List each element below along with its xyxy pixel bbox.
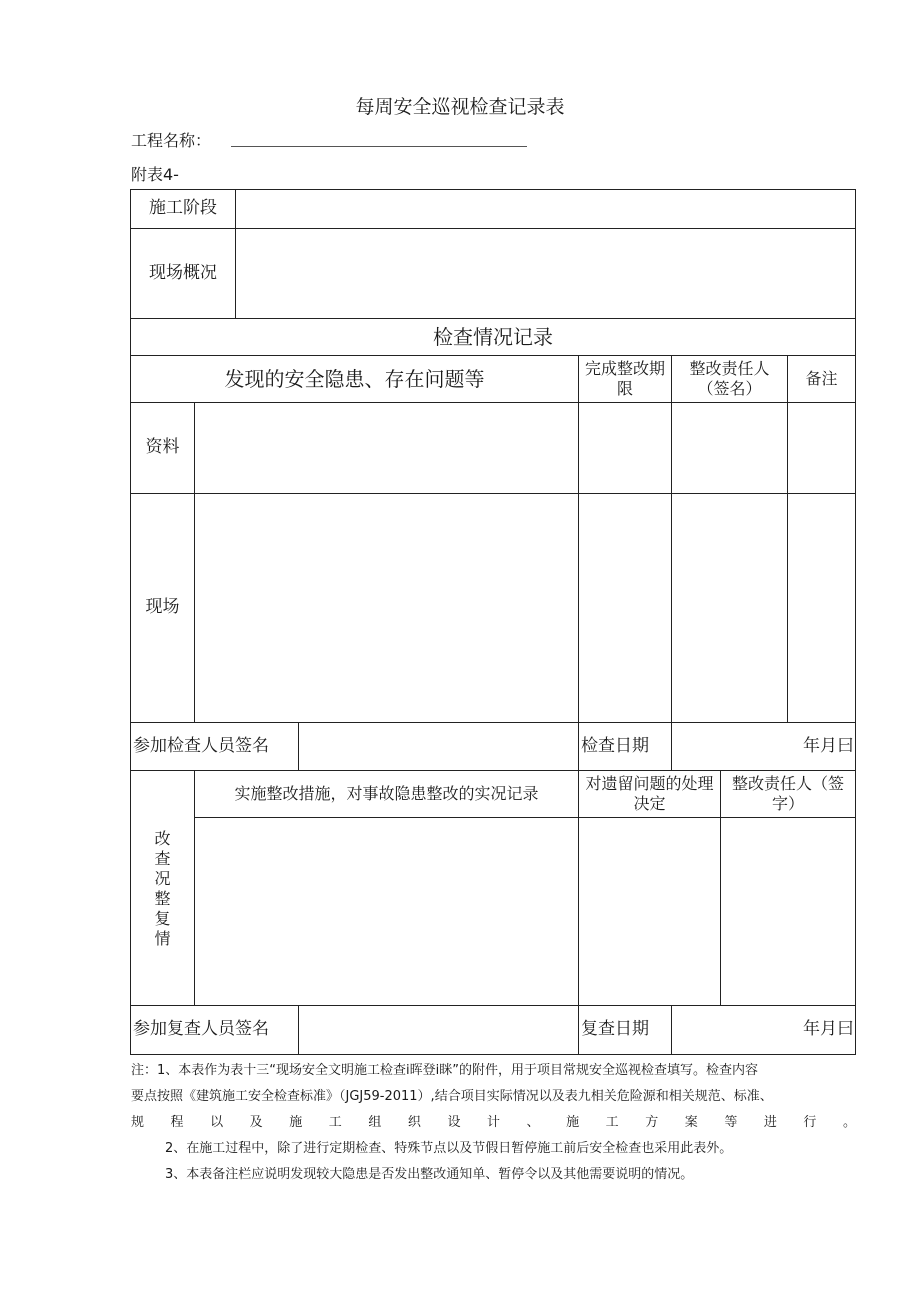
stage-input[interactable] [236, 190, 855, 228]
site-deadline-input[interactable] [579, 494, 671, 722]
documents-responsible-input[interactable] [672, 403, 787, 493]
page-title: 每周安全巡视检查记录表 [355, 96, 565, 118]
inspectors-sign-input[interactable] [299, 723, 578, 770]
responsible-header: 整改责任人（签名） [689, 359, 770, 398]
record-heading: 检查情况记录 [433, 324, 553, 349]
site-overview-input[interactable] [236, 229, 855, 318]
notes-section [131, 1058, 856, 1188]
measures-header: 实施整改措施，对事故隐患整改的实况记录 [234, 784, 539, 803]
project-name-label: 工程名称： [131, 131, 212, 150]
stage-label: 施工阶段 [149, 198, 217, 219]
site-responsible-input[interactable] [672, 494, 787, 722]
documents-issues-input[interactable] [195, 403, 578, 493]
documents-label: 资料 [145, 437, 180, 458]
reviewers-sign-input[interactable] [299, 1006, 578, 1054]
note-line-4: 2、在施工过程中，除了进行定期检查、特殊节点以及节假日暂停施工前后安全检查也采用此表外。 [165, 1141, 733, 1156]
rectification-section-label [131, 771, 194, 1006]
site-remarks-input[interactable] [788, 494, 855, 722]
rectify-responsible-input[interactable] [721, 818, 855, 1006]
review-row [130, 1005, 856, 1055]
note-line-3: 规程以及施工组织设计、施工方案等进行。 [131, 1115, 856, 1130]
decision-input[interactable] [579, 818, 720, 1006]
measures-input[interactable] [195, 818, 578, 1006]
reviewers-sign-label: 参加复查人员签名 [133, 1019, 269, 1040]
note-line-2: 要点按照《建筑施工安全检查标准》（JGJ59-2011）,结合项目实际情况以及表九相关危险源和相关规范、标准、 [131, 1089, 773, 1104]
review-date-label: 复查日期 [581, 1019, 649, 1040]
site-overview-label: 现场概况 [149, 262, 217, 283]
documents-deadline-input[interactable] [579, 403, 671, 493]
rectify-responsible-header: 整改责任人（签字） [731, 774, 844, 813]
inspection-table [130, 189, 856, 1006]
rectification-vertical-text: 改查况整复情 [154, 828, 171, 948]
deadline-header: 完成整改期限 [585, 359, 666, 398]
note-line-5: 3、本表备注栏应说明发现较大隐患是否发出整改通知单、暂停令以及其他需要说明的情况。 [165, 1167, 694, 1182]
inspection-date-label: 检查日期 [581, 735, 649, 756]
inspectors-sign-label: 参加检查人员签名 [133, 735, 269, 756]
issues-header: 发现的安全隐患、存在问题等 [224, 366, 485, 391]
project-name-field[interactable] [231, 146, 527, 147]
appendix-label: 附表4- [131, 165, 179, 184]
site-issues-input[interactable] [195, 494, 578, 722]
inspection-date-field[interactable]: 年月曰 [803, 735, 854, 756]
note-line-1: 注：1、本表作为表十三“现场安全文明施工检查i晖登i眯”的附件，用于项目常规安全巡视检查填写。检查内容 [131, 1063, 758, 1078]
documents-remarks-input[interactable] [788, 403, 855, 493]
remarks-header: 备注 [805, 369, 838, 388]
decision-header: 对遗留问题的处理决定 [585, 774, 714, 813]
review-date-field[interactable]: 年月曰 [803, 1019, 854, 1040]
site-label: 现场 [145, 597, 180, 618]
